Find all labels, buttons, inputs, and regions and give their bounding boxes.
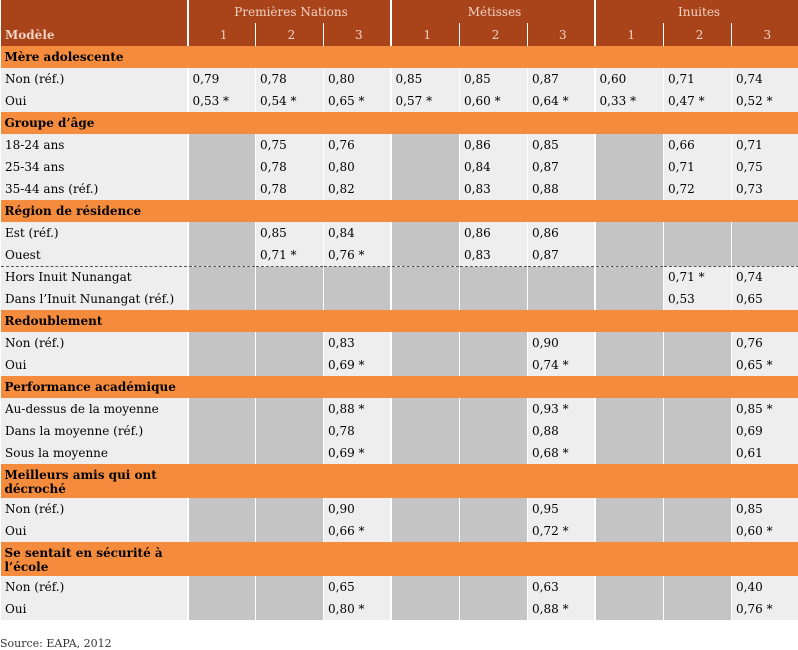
odds-value: 0,87	[528, 244, 595, 266]
odds-value: 0,83	[324, 332, 391, 354]
empty-cell	[256, 420, 324, 442]
empty-cell	[460, 266, 528, 288]
odds-value: 0,53 *	[188, 90, 256, 112]
row-label: Hors Inuit Nunangat	[1, 266, 188, 288]
model-number: 2	[664, 23, 732, 46]
odds-value: 0,61	[732, 442, 798, 464]
odds-value: 0,87	[528, 68, 595, 90]
odds-value: 0,65	[732, 288, 798, 310]
empty-cell	[391, 134, 460, 156]
odds-value: 0,66	[664, 134, 732, 156]
model-label: Modèle	[1, 23, 188, 46]
row-label: Non (réf.)	[1, 68, 188, 90]
odds-value: 0,75	[256, 134, 324, 156]
empty-cell	[664, 598, 732, 620]
empty-cell	[256, 576, 324, 598]
odds-value: 0,57 *	[391, 90, 460, 112]
odds-value: 0,66 *	[324, 520, 391, 542]
odds-value: 0,87	[528, 156, 595, 178]
odds-value: 0,83	[460, 244, 528, 266]
group-header-metis: Métisses	[391, 0, 595, 23]
odds-value: 0,71	[664, 156, 732, 178]
section-title: Mère adolescente	[1, 46, 798, 68]
section-header-row	[1, 112, 798, 134]
empty-cell	[188, 576, 256, 598]
model-header-row	[1, 23, 798, 46]
empty-cell	[188, 244, 256, 266]
empty-cell	[664, 332, 732, 354]
table-row	[1, 442, 798, 464]
empty-cell	[664, 442, 732, 464]
odds-value: 0,65 *	[732, 354, 798, 376]
empty-cell	[595, 266, 664, 288]
model-number: 1	[391, 23, 460, 46]
empty-cell	[460, 520, 528, 542]
empty-cell	[391, 288, 460, 310]
model-number: 2	[256, 23, 324, 46]
empty-cell	[460, 576, 528, 598]
odds-value: 0,68 *	[528, 442, 595, 464]
odds-value: 0,71	[732, 134, 798, 156]
odds-value: 0,71	[664, 68, 732, 90]
row-label: 18-24 ans	[1, 134, 188, 156]
empty-cell	[460, 598, 528, 620]
empty-cell	[188, 442, 256, 464]
odds-value: 0,78	[324, 420, 391, 442]
empty-cell	[460, 420, 528, 442]
odds-value: 0,88 *	[528, 598, 595, 620]
empty-cell	[460, 354, 528, 376]
odds-value: 0,60	[595, 68, 664, 90]
empty-cell	[188, 288, 256, 310]
row-label: Au-dessus de la moyenne	[1, 398, 188, 420]
empty-cell	[460, 442, 528, 464]
empty-cell	[460, 498, 528, 520]
empty-cell	[460, 288, 528, 310]
group-header-first-nations: Premières Nations	[188, 0, 391, 23]
empty-cell	[732, 244, 798, 266]
empty-cell	[256, 520, 324, 542]
odds-value: 0,90	[324, 498, 391, 520]
table-row	[1, 520, 798, 542]
table-row	[1, 288, 798, 310]
source-note: Source: EAPA, 2012	[0, 637, 112, 650]
odds-value: 0,76 *	[732, 598, 798, 620]
odds-value: 0,82	[324, 178, 391, 200]
table-row	[1, 398, 798, 420]
empty-cell	[595, 498, 664, 520]
odds-value: 0,73	[732, 178, 798, 200]
odds-value: 0,78	[256, 178, 324, 200]
odds-value: 0,78	[256, 156, 324, 178]
table-row	[1, 222, 798, 244]
empty-cell	[664, 420, 732, 442]
empty-cell	[391, 354, 460, 376]
table-row	[1, 332, 798, 354]
model-number: 3	[732, 23, 798, 46]
row-label: Non (réf.)	[1, 576, 188, 598]
empty-cell	[595, 520, 664, 542]
odds-value: 0,69 *	[324, 354, 391, 376]
header-blank	[1, 0, 188, 23]
odds-value: 0,76 *	[324, 244, 391, 266]
odds-value: 0,83	[460, 178, 528, 200]
row-label: Sous la moyenne	[1, 442, 188, 464]
empty-cell	[664, 520, 732, 542]
empty-cell	[528, 288, 595, 310]
empty-cell	[391, 520, 460, 542]
empty-cell	[256, 288, 324, 310]
empty-cell	[664, 498, 732, 520]
empty-cell	[664, 244, 732, 266]
odds-value: 0,93 *	[528, 398, 595, 420]
empty-cell	[188, 498, 256, 520]
odds-value: 0,40	[732, 576, 798, 598]
odds-value: 0,69	[732, 420, 798, 442]
odds-value: 0,74	[732, 68, 798, 90]
empty-cell	[256, 398, 324, 420]
odds-value: 0,85	[732, 498, 798, 520]
odds-value: 0,76	[324, 134, 391, 156]
empty-cell	[188, 134, 256, 156]
section-header-row	[1, 200, 798, 222]
odds-value: 0,80 *	[324, 598, 391, 620]
model-number: 1	[595, 23, 664, 46]
row-label: Non (réf.)	[1, 498, 188, 520]
odds-value: 0,86	[460, 222, 528, 244]
empty-cell	[595, 398, 664, 420]
section-title: Groupe d’âge	[1, 112, 798, 134]
table-row	[1, 134, 798, 156]
odds-value: 0,79	[188, 68, 256, 90]
row-label: Oui	[1, 598, 188, 620]
empty-cell	[595, 134, 664, 156]
empty-cell	[188, 520, 256, 542]
section-title: Meilleurs amis qui ont décroché	[1, 464, 798, 498]
odds-value: 0,72 *	[528, 520, 595, 542]
row-label: Oui	[1, 90, 188, 112]
empty-cell	[391, 442, 460, 464]
row-label: Oui	[1, 520, 188, 542]
odds-value: 0,63	[528, 576, 595, 598]
empty-cell	[595, 156, 664, 178]
odds-value: 0,90	[528, 332, 595, 354]
odds-value: 0,52 *	[732, 90, 798, 112]
row-label: Oui	[1, 354, 188, 376]
odds-value: 0,60 *	[460, 90, 528, 112]
section-header-row	[1, 542, 798, 576]
row-label: 25-34 ans	[1, 156, 188, 178]
empty-cell	[256, 598, 324, 620]
empty-cell	[256, 266, 324, 288]
group-header-inuit: Inuites	[595, 0, 798, 23]
empty-cell	[595, 178, 664, 200]
empty-cell	[391, 156, 460, 178]
empty-cell	[595, 288, 664, 310]
odds-value: 0,33 *	[595, 90, 664, 112]
empty-cell	[324, 288, 391, 310]
odds-value: 0,60 *	[732, 520, 798, 542]
section-header-row	[1, 464, 798, 498]
odds-value: 0,74 *	[528, 354, 595, 376]
empty-cell	[256, 332, 324, 354]
odds-value: 0,76	[732, 332, 798, 354]
empty-cell	[188, 156, 256, 178]
odds-value: 0,95	[528, 498, 595, 520]
empty-cell	[188, 266, 256, 288]
section-title: Performance académique	[1, 376, 798, 398]
empty-cell	[256, 498, 324, 520]
odds-value: 0,80	[324, 156, 391, 178]
empty-cell	[460, 332, 528, 354]
model-number: 3	[528, 23, 595, 46]
model-number: 2	[460, 23, 528, 46]
odds-value: 0,71 *	[664, 266, 732, 288]
empty-cell	[595, 244, 664, 266]
odds-value: 0,64 *	[528, 90, 595, 112]
empty-cell	[595, 420, 664, 442]
odds-value: 0,86	[528, 222, 595, 244]
odds-value: 0,88	[528, 178, 595, 200]
table-row	[1, 68, 798, 90]
table-row	[1, 420, 798, 442]
odds-value: 0,85	[528, 134, 595, 156]
empty-cell	[664, 354, 732, 376]
table-row	[1, 576, 798, 598]
empty-cell	[391, 332, 460, 354]
empty-cell	[664, 222, 732, 244]
empty-cell	[188, 420, 256, 442]
odds-value: 0,71 *	[256, 244, 324, 266]
odds-value: 0,78	[256, 68, 324, 90]
empty-cell	[188, 178, 256, 200]
odds-value: 0,88	[528, 420, 595, 442]
empty-cell	[595, 332, 664, 354]
table-row	[1, 498, 798, 520]
odds-value: 0,69 *	[324, 442, 391, 464]
empty-cell	[391, 398, 460, 420]
empty-cell	[595, 442, 664, 464]
row-label: Ouest	[1, 244, 188, 266]
odds-value: 0,84	[324, 222, 391, 244]
odds-value: 0,86	[460, 134, 528, 156]
empty-cell	[664, 576, 732, 598]
empty-cell	[391, 420, 460, 442]
section-title: Redoublement	[1, 310, 798, 332]
empty-cell	[188, 332, 256, 354]
empty-cell	[595, 576, 664, 598]
empty-cell	[732, 222, 798, 244]
section-title: Se sentait en sécurité à l’école	[1, 542, 798, 576]
table-row	[1, 90, 798, 112]
empty-cell	[391, 266, 460, 288]
empty-cell	[391, 576, 460, 598]
odds-value: 0,88 *	[324, 398, 391, 420]
row-label: Dans la moyenne (réf.)	[1, 420, 188, 442]
empty-cell	[391, 178, 460, 200]
odds-value: 0,85 *	[732, 398, 798, 420]
odds-value: 0,72	[664, 178, 732, 200]
row-label: Dans l’Inuit Nunangat (réf.)	[1, 288, 188, 310]
odds-value: 0,85	[391, 68, 460, 90]
empty-cell	[256, 354, 324, 376]
section-header-row	[1, 46, 798, 68]
odds-value: 0,80	[324, 68, 391, 90]
table-row	[1, 178, 798, 200]
row-label: Est (réf.)	[1, 222, 188, 244]
empty-cell	[391, 598, 460, 620]
group-header-row	[1, 0, 798, 23]
model-number: 3	[324, 23, 391, 46]
row-label: Non (réf.)	[1, 332, 188, 354]
empty-cell	[188, 222, 256, 244]
odds-value: 0,74	[732, 266, 798, 288]
odds-value: 0,47 *	[664, 90, 732, 112]
odds-value: 0,54 *	[256, 90, 324, 112]
empty-cell	[391, 222, 460, 244]
empty-cell	[391, 498, 460, 520]
empty-cell	[664, 398, 732, 420]
empty-cell	[528, 266, 595, 288]
table-row	[1, 244, 798, 266]
section-header-row	[1, 376, 798, 398]
row-label: 35-44 ans (réf.)	[1, 178, 188, 200]
odds-value: 0,85	[460, 68, 528, 90]
empty-cell	[595, 354, 664, 376]
odds-value: 0,53	[664, 288, 732, 310]
odds-value: 0,84	[460, 156, 528, 178]
odds-value: 0,65	[324, 576, 391, 598]
empty-cell	[188, 398, 256, 420]
odds-value: 0,65 *	[324, 90, 391, 112]
section-header-row	[1, 310, 798, 332]
empty-cell	[460, 398, 528, 420]
table-row	[1, 266, 798, 288]
empty-cell	[324, 266, 391, 288]
empty-cell	[188, 598, 256, 620]
empty-cell	[188, 354, 256, 376]
model-number: 1	[188, 23, 256, 46]
table-row	[1, 354, 798, 376]
empty-cell	[391, 244, 460, 266]
odds-value: 0,75	[732, 156, 798, 178]
section-title: Région de résidence	[1, 200, 798, 222]
table-row	[1, 156, 798, 178]
table-row	[1, 598, 798, 620]
empty-cell	[256, 442, 324, 464]
odds-value: 0,85	[256, 222, 324, 244]
empty-cell	[595, 598, 664, 620]
empty-cell	[595, 222, 664, 244]
